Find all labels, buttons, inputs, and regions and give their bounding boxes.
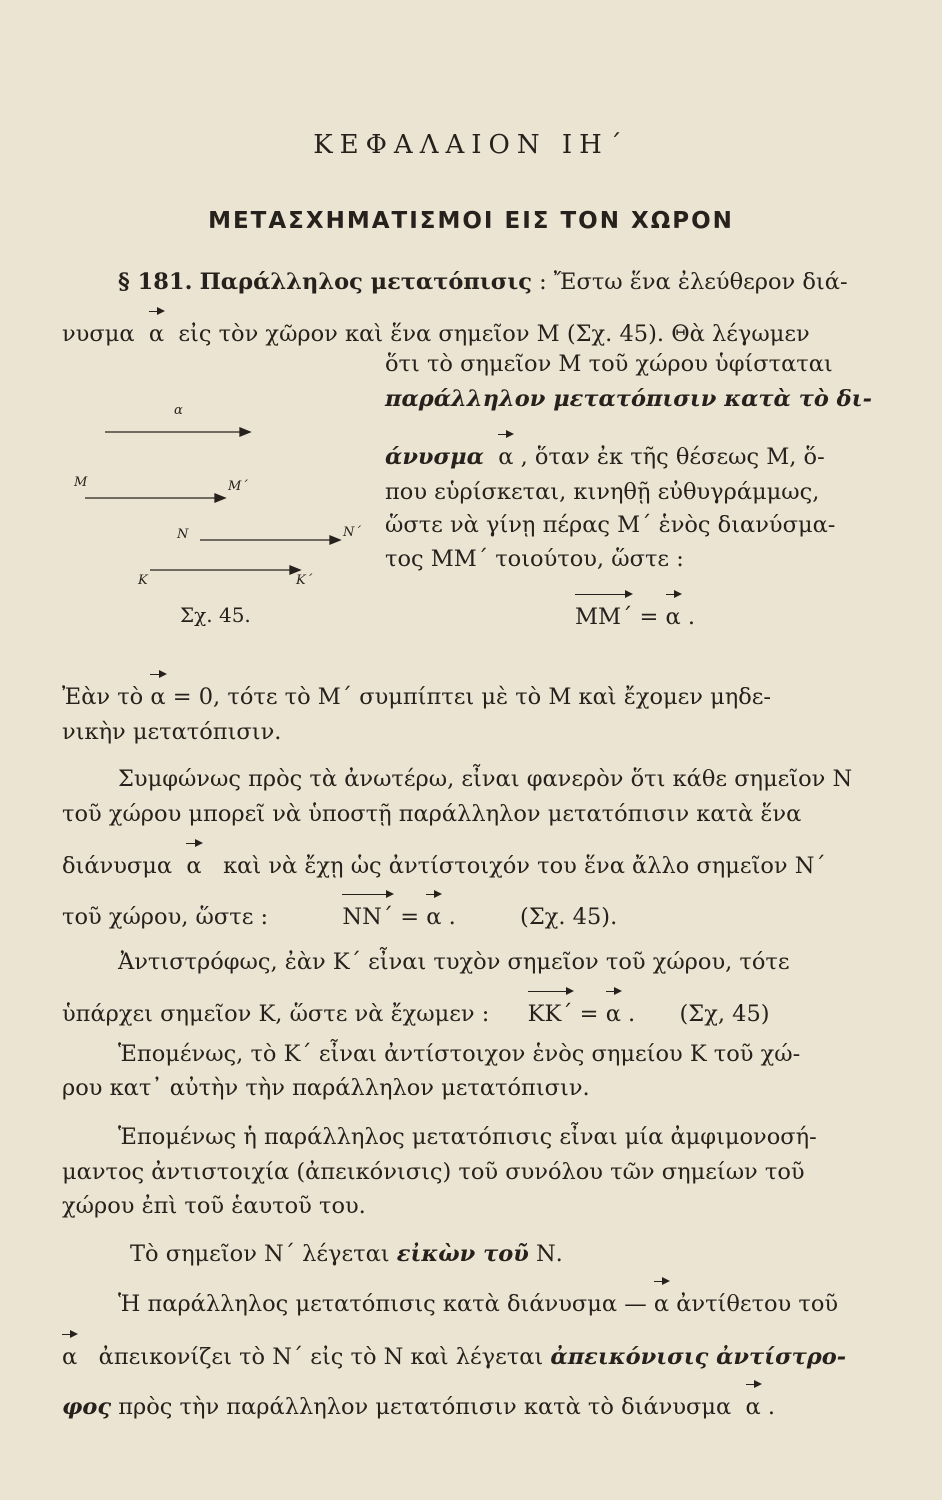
symph-line2: τοῦ χώρου μπορεῖ νὰ ὑποστῇ παράλληλον μετατόπισιν κατὰ ἕνα bbox=[62, 801, 802, 827]
epom1-line1: Ἑπομένως, τὸ Κ΄ εἶναι ἀντίστοιχον ἑνὸς σημείου Κ τοῦ χώ- bbox=[118, 1041, 801, 1067]
arrow-head bbox=[215, 494, 225, 502]
zero-text1b: τότε τὸ Μ΄ συμπίπτει μὲ τὸ Μ καὶ ἔχομεν μηδε- bbox=[227, 684, 772, 710]
antistr-line1: Ἀντιστρόφως, ἐὰν Κ΄ εἶναι τυχὸν σημεῖον τοῦ χώρου, τότε bbox=[118, 949, 790, 975]
label-N: Ν bbox=[177, 527, 189, 542]
vector-NN: ΝΝ΄ bbox=[342, 904, 394, 930]
last-text2a: ἀπεικονίζει τὸ Ν΄ εἰς τὸ Ν καὶ λέγεται bbox=[98, 1344, 544, 1370]
symph-line3 bbox=[62, 852, 826, 880]
zero-line1 bbox=[62, 683, 771, 711]
symph-line4 bbox=[62, 903, 617, 931]
section-number: § 181. bbox=[118, 269, 193, 295]
eikon-line bbox=[130, 1240, 563, 1268]
para181-line1 bbox=[118, 268, 848, 296]
vector-a: α bbox=[498, 444, 514, 470]
symph-line1: Συμφώνως πρὸς τὰ ἀνωτέρω, εἶναι φανερὸν ὅτι κάθε σημεῖον Ν bbox=[118, 766, 853, 792]
zero-equals: = 0, bbox=[172, 684, 221, 710]
last-text1b: ἀντίθετου τοῦ bbox=[676, 1291, 839, 1317]
vector-a: α bbox=[605, 1001, 621, 1027]
epom2-line3: χώρου ἐπὶ τοῦ ἑαυτοῦ του. bbox=[62, 1193, 366, 1219]
symph-text3a: διάνυσμα bbox=[62, 853, 173, 879]
vector-a: α bbox=[653, 1291, 670, 1317]
label-M-prime: Μ΄ bbox=[228, 479, 248, 494]
eikon-text-a: Τὸ σημεῖον Ν΄ λέγεται bbox=[130, 1241, 390, 1267]
vector-a: α bbox=[745, 1394, 761, 1420]
term-vector: άνυσμα bbox=[385, 444, 484, 470]
para181-line3: ὅτι τὸ σημεῖον Μ τοῦ χώρου ὑφίσταται bbox=[385, 351, 833, 377]
label-K: Κ bbox=[138, 573, 148, 588]
epom2-line2: μαντος ἀντιστοιχία (ἀπεικόνισις) τοῦ συνόλου τῶν σημείων τοῦ bbox=[62, 1159, 805, 1185]
last-text1a: Ἡ παράλληλος μετατόπισις κατὰ διάνυσμα — bbox=[118, 1291, 647, 1317]
figure-45-drawing bbox=[60, 370, 380, 600]
para181-text5b: , ὅταν ἐκ τῆς θέσεως Μ, ὅ- bbox=[520, 444, 825, 470]
eikon-text-b: Ν. bbox=[535, 1241, 563, 1267]
vector-KK: ΚΚ΄ bbox=[527, 1001, 573, 1027]
term-parallel-translation: παράλληλον μετατόπισιν κατὰ τὸ δι- bbox=[385, 386, 872, 412]
para181-line2 bbox=[62, 320, 810, 348]
vector-a: α bbox=[148, 321, 165, 347]
para181-line6: που εὑρίσκεται, κινηθῇ εὐθυγράμμως, bbox=[385, 479, 820, 505]
last-line3 bbox=[62, 1393, 775, 1421]
label-K-prime: Κ΄ bbox=[296, 573, 313, 588]
equals-sign: = bbox=[639, 604, 659, 630]
para181-line5 bbox=[385, 443, 825, 471]
vector-a: α bbox=[426, 904, 442, 930]
period: . bbox=[687, 604, 696, 630]
label-M: Μ bbox=[74, 475, 88, 490]
para181-line7: ὥστε νὰ γίνῃ πέρας Μ΄ ἑνὸς διανύσμα- bbox=[385, 512, 836, 538]
arrow-head bbox=[240, 428, 250, 436]
epom2-line1: Ἑπομένως ἡ παράλληλος μετατόπισις εἶναι μία ἀμφιμονοσή- bbox=[118, 1124, 817, 1150]
last-text3b: πρὸς τὴν παράλληλον μετατόπισιν κατὰ τὸ διάνυσμα bbox=[118, 1394, 732, 1420]
figure-reference: (Σχ. 45). bbox=[520, 904, 618, 930]
chapter-heading: ΚΕΦΑΛΑΙΟΝ ΙΗ΄ bbox=[313, 130, 629, 160]
antistr-line2 bbox=[62, 1000, 770, 1028]
antistr-text2a: ὑπάρχει σημεῖον Κ, ὥστε νὰ ἔχωμεν : bbox=[62, 1001, 490, 1027]
vector-a: α bbox=[62, 1344, 78, 1370]
label-a: α bbox=[174, 403, 183, 418]
equals-sign: = bbox=[400, 904, 427, 930]
figure-45 bbox=[60, 370, 380, 640]
term-inverse-end: φος bbox=[62, 1394, 112, 1420]
para181-line8: τος ΜΜ΄ τοιούτου, ὥστε : bbox=[385, 546, 684, 572]
term-inverse-mapping: ἀπεικόνισις ἀντίστρο- bbox=[550, 1344, 847, 1370]
para181-text2a: νυσμα bbox=[62, 321, 135, 347]
zero-line2: νικὴν μετατόπισιν. bbox=[62, 719, 282, 745]
last-line2 bbox=[62, 1343, 846, 1371]
epom1-line2: ρου κατ᾽ αὐτὴν τὴν παράλληλον μετατόπισιν. bbox=[62, 1075, 590, 1101]
section-heading: Παράλληλος μετατόπισις bbox=[199, 269, 532, 295]
label-N-prime: Ν΄ bbox=[343, 525, 361, 540]
period: . bbox=[448, 904, 456, 930]
zero-text1a: Ἐὰν τὸ bbox=[62, 684, 144, 710]
vector-a: α bbox=[186, 853, 202, 879]
para181-line4 bbox=[385, 385, 872, 413]
term-image-of: εἰκὼν τοῦ bbox=[396, 1241, 529, 1267]
para181-text2b: εἰς τὸν χῶρον καὶ ἕνα σημεῖον Μ (Σχ. 45). Θὰ λέγωμεν bbox=[178, 321, 810, 347]
para181-text1: : Ἔστω ἕνα ἐλεύθερον διά- bbox=[539, 269, 848, 295]
figure-caption: Σχ. 45. bbox=[180, 603, 251, 627]
vector-a: α bbox=[150, 684, 166, 710]
last-line1 bbox=[118, 1290, 838, 1318]
period: . bbox=[767, 1394, 776, 1420]
period: . bbox=[628, 1001, 636, 1027]
figure-reference: (Σχ, 45) bbox=[679, 1001, 770, 1027]
symph-text4a: τοῦ χώρου, ὥστε : bbox=[62, 904, 269, 930]
section-title: ΜΕΤΑΣΧΗΜΑΤΙΣΜΟΙ ΕΙΣ ΤΟΝ ΧΩΡΟΝ bbox=[208, 208, 734, 234]
vector-a: α bbox=[665, 604, 681, 630]
equation-MM bbox=[575, 603, 695, 631]
symph-text3b: καὶ νὰ ἔχῃ ὡς ἀντίστοιχόν του ἕνα ἄλλο σημεῖον Ν΄ bbox=[223, 853, 826, 879]
arrow-head bbox=[330, 536, 340, 544]
equals-sign: = bbox=[579, 1001, 606, 1027]
vector-MM: ΜΜ΄ bbox=[575, 604, 633, 630]
